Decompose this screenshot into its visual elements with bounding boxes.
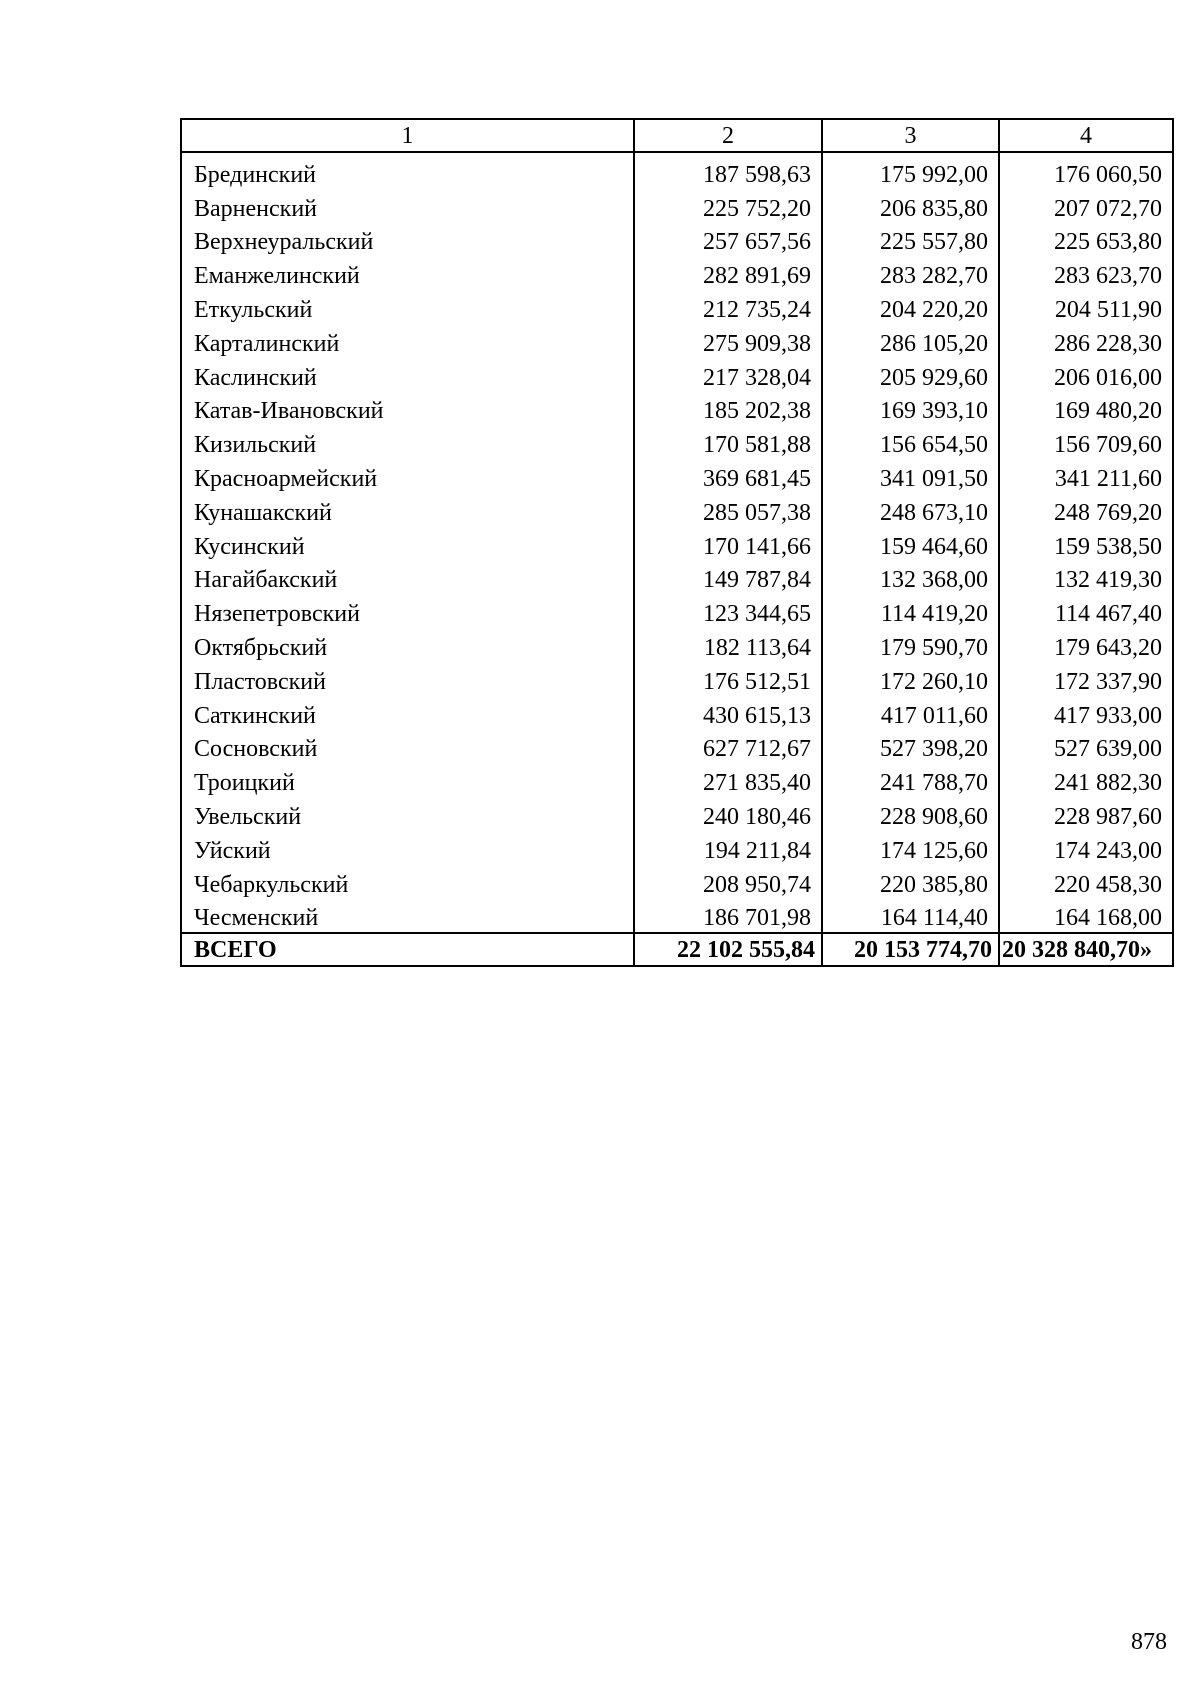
table-row	[181, 626, 1173, 660]
value-col-4-cell: 164 168,00	[999, 897, 1173, 934]
value-col-4-cell: 169 480,20	[999, 390, 1173, 424]
total-col-2: 22 102 555,84	[634, 933, 822, 966]
table-row	[181, 795, 1173, 829]
value-col-4-cell: 341 211,60	[999, 457, 1173, 491]
value-col-3-cell: 132 368,00	[822, 559, 999, 593]
total-col-3: 20 153 774,70	[822, 933, 999, 966]
header-row	[181, 119, 1173, 152]
value-col-3-cell: 228 908,60	[822, 795, 999, 829]
value-col-2-cell: 225 752,20	[634, 187, 822, 221]
value-col-3-cell: 169 393,10	[822, 390, 999, 424]
table-footer	[181, 933, 1173, 966]
value-col-4-cell: 204 511,90	[999, 288, 1173, 322]
total-label: ВСЕГО	[181, 933, 634, 966]
value-col-3-cell: 164 114,40	[822, 897, 999, 934]
table-row	[181, 559, 1173, 593]
district-name-cell: Уйский	[181, 829, 634, 863]
value-col-4-cell: 207 072,70	[999, 187, 1173, 221]
value-col-2-cell: 217 328,04	[634, 356, 822, 390]
value-col-4-cell: 159 538,50	[999, 525, 1173, 559]
value-col-2-cell: 182 113,64	[634, 626, 822, 660]
value-col-4-cell: 206 016,00	[999, 356, 1173, 390]
district-name-cell: Каслинский	[181, 356, 634, 390]
district-name-cell: Саткинский	[181, 694, 634, 728]
table-row	[181, 254, 1173, 288]
table-row	[181, 457, 1173, 491]
value-col-4-cell: 176 060,50	[999, 152, 1173, 187]
value-col-2-cell: 185 202,38	[634, 390, 822, 424]
header-col-2: 2	[634, 119, 822, 152]
value-col-3-cell: 204 220,20	[822, 288, 999, 322]
value-col-3-cell: 286 105,20	[822, 322, 999, 356]
table-row	[181, 660, 1173, 694]
table-row	[181, 592, 1173, 626]
table-row	[181, 423, 1173, 457]
district-name-cell: Кусинский	[181, 525, 634, 559]
table-body	[181, 152, 1173, 933]
value-col-3-cell: 172 260,10	[822, 660, 999, 694]
value-col-3-cell: 248 673,10	[822, 491, 999, 525]
value-col-4-cell: 527 639,00	[999, 728, 1173, 762]
district-name-cell: Еткульский	[181, 288, 634, 322]
table-row	[181, 356, 1173, 390]
value-col-3-cell: 225 557,80	[822, 221, 999, 255]
total-col-4: 20 328 840,70»	[999, 933, 1173, 966]
table-row	[181, 829, 1173, 863]
value-col-2-cell: 149 787,84	[634, 559, 822, 593]
value-col-3-cell: 241 788,70	[822, 761, 999, 795]
table-row	[181, 863, 1173, 897]
district-name-cell: Чебаркульский	[181, 863, 634, 897]
district-name-cell: Карталинский	[181, 322, 634, 356]
value-col-3-cell: 417 011,60	[822, 694, 999, 728]
table-row	[181, 187, 1173, 221]
header-col-1: 1	[181, 119, 634, 152]
value-col-4-cell: 228 987,60	[999, 795, 1173, 829]
district-name-cell: Сосновский	[181, 728, 634, 762]
value-col-2-cell: 285 057,38	[634, 491, 822, 525]
value-col-2-cell: 271 835,40	[634, 761, 822, 795]
table-row	[181, 322, 1173, 356]
value-col-2-cell: 194 211,84	[634, 829, 822, 863]
value-col-4-cell: 241 882,30	[999, 761, 1173, 795]
value-col-2-cell: 369 681,45	[634, 457, 822, 491]
district-name-cell: Катав-Ивановский	[181, 390, 634, 424]
value-col-4-cell: 174 243,00	[999, 829, 1173, 863]
district-name-cell: Еманжелинский	[181, 254, 634, 288]
value-col-4-cell: 417 933,00	[999, 694, 1173, 728]
value-col-2-cell: 212 735,24	[634, 288, 822, 322]
value-col-2-cell: 208 950,74	[634, 863, 822, 897]
table-row	[181, 694, 1173, 728]
district-name-cell: Чесменский	[181, 897, 634, 934]
value-col-3-cell: 179 590,70	[822, 626, 999, 660]
table-row	[181, 152, 1173, 187]
table-header	[181, 119, 1173, 152]
value-col-3-cell: 156 654,50	[822, 423, 999, 457]
value-col-4-cell: 179 643,20	[999, 626, 1173, 660]
table-row	[181, 525, 1173, 559]
header-col-4: 4	[999, 119, 1173, 152]
value-col-3-cell: 206 835,80	[822, 187, 999, 221]
total-row	[181, 933, 1173, 966]
value-col-3-cell: 114 419,20	[822, 592, 999, 626]
table-row	[181, 221, 1173, 255]
district-name-cell: Пластовский	[181, 660, 634, 694]
page-number: 878	[1131, 1629, 1167, 1655]
value-col-3-cell: 283 282,70	[822, 254, 999, 288]
value-col-3-cell: 527 398,20	[822, 728, 999, 762]
value-col-2-cell: 187 598,63	[634, 152, 822, 187]
value-col-3-cell: 174 125,60	[822, 829, 999, 863]
value-col-2-cell: 627 712,67	[634, 728, 822, 762]
value-col-2-cell: 176 512,51	[634, 660, 822, 694]
district-name-cell: Кунашакский	[181, 491, 634, 525]
district-name-cell: Троицкий	[181, 761, 634, 795]
district-name-cell: Нязепетровский	[181, 592, 634, 626]
district-name-cell: Нагайбакский	[181, 559, 634, 593]
table-row	[181, 390, 1173, 424]
table-row	[181, 761, 1173, 795]
value-col-3-cell: 175 992,00	[822, 152, 999, 187]
value-col-4-cell: 248 769,20	[999, 491, 1173, 525]
value-col-4-cell: 225 653,80	[999, 221, 1173, 255]
table-row	[181, 728, 1173, 762]
value-col-2-cell: 240 180,46	[634, 795, 822, 829]
header-col-3: 3	[822, 119, 999, 152]
value-col-3-cell: 220 385,80	[822, 863, 999, 897]
value-col-2-cell: 186 701,98	[634, 897, 822, 934]
value-col-4-cell: 132 419,30	[999, 559, 1173, 593]
value-col-3-cell: 341 091,50	[822, 457, 999, 491]
value-col-4-cell: 283 623,70	[999, 254, 1173, 288]
table-row	[181, 491, 1173, 525]
district-name-cell: Увельский	[181, 795, 634, 829]
table-row	[181, 288, 1173, 322]
value-col-3-cell: 205 929,60	[822, 356, 999, 390]
value-col-4-cell: 220 458,30	[999, 863, 1173, 897]
table-row	[181, 897, 1173, 934]
district-name-cell: Красноармейский	[181, 457, 634, 491]
value-col-2-cell: 430 615,13	[634, 694, 822, 728]
district-name-cell: Варненский	[181, 187, 634, 221]
value-col-2-cell: 275 909,38	[634, 322, 822, 356]
district-name-cell: Октябрьский	[181, 626, 634, 660]
district-name-cell: Кизильский	[181, 423, 634, 457]
value-col-4-cell: 156 709,60	[999, 423, 1173, 457]
value-col-2-cell: 282 891,69	[634, 254, 822, 288]
budget-table	[180, 118, 1174, 967]
value-col-3-cell: 159 464,60	[822, 525, 999, 559]
value-col-2-cell: 170 581,88	[634, 423, 822, 457]
value-col-2-cell: 257 657,56	[634, 221, 822, 255]
value-col-4-cell: 172 337,90	[999, 660, 1173, 694]
district-name-cell: Брединский	[181, 152, 634, 187]
value-col-4-cell: 114 467,40	[999, 592, 1173, 626]
value-col-2-cell: 123 344,65	[634, 592, 822, 626]
value-col-4-cell: 286 228,30	[999, 322, 1173, 356]
district-name-cell: Верхнеуральский	[181, 221, 634, 255]
value-col-2-cell: 170 141,66	[634, 525, 822, 559]
